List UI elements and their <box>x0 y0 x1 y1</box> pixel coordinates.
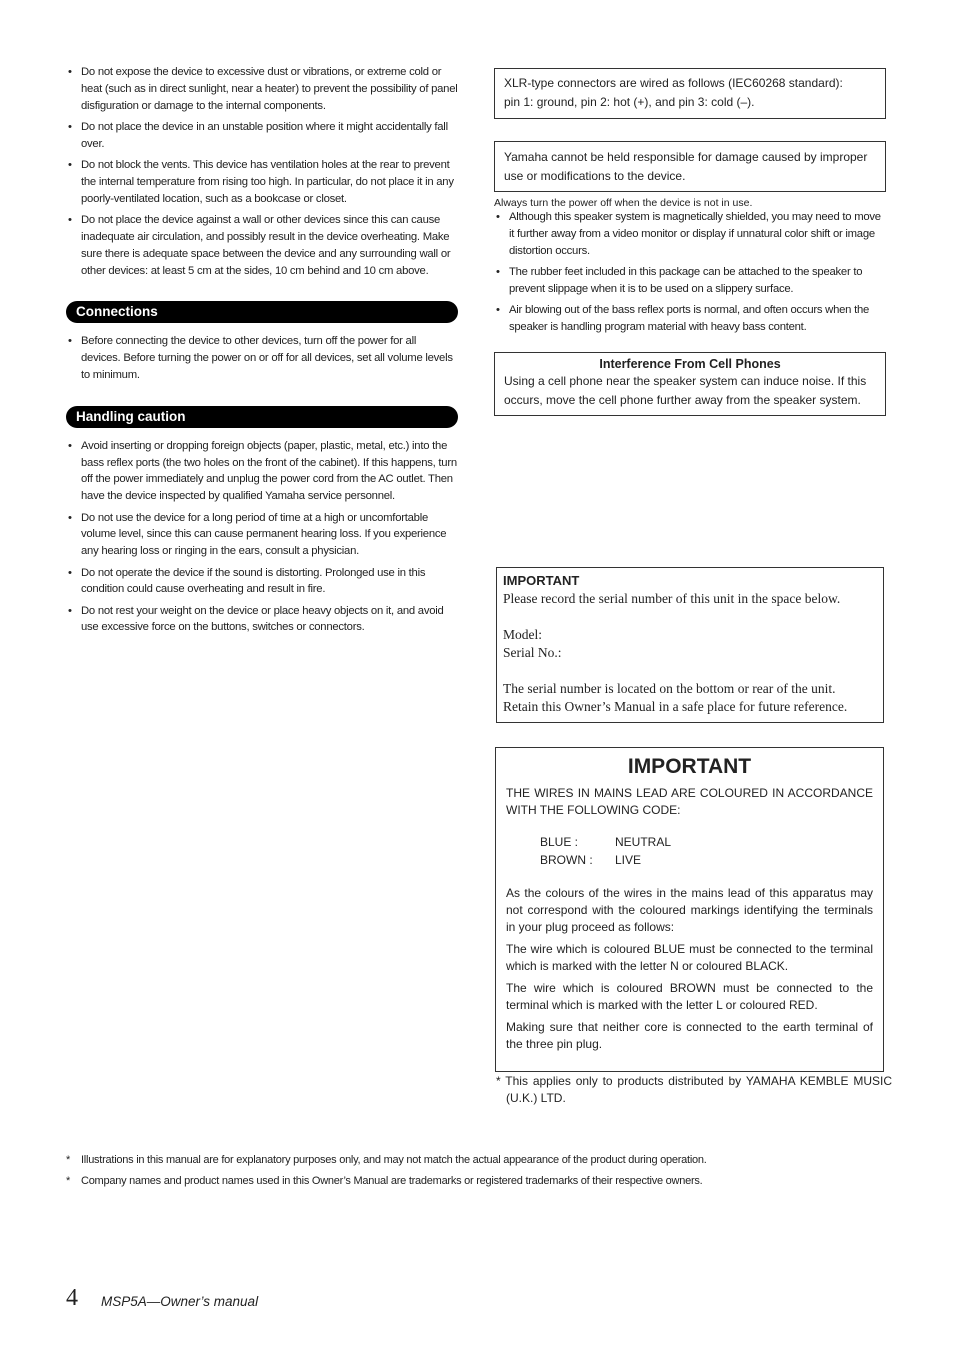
cell-phone-box <box>494 352 886 416</box>
xlr-line-1: XLR-type connectors are wired as follows (IEC60268 standard): <box>504 76 843 90</box>
connections-heading: Connections <box>66 301 458 323</box>
list-item: • Do not expose the device to excessive dust or vibrations, or extreme cold or heat (such as in direct sunlight, near a heater) to prevent the possibility of panel disfiguration or damage to the internal components. <box>68 66 458 112</box>
colour-code-list <box>540 834 873 871</box>
serial-number-box <box>496 567 884 723</box>
handling-bullet-list <box>66 438 458 637</box>
code-row-brown: BROWN : LIVE <box>540 853 642 868</box>
serial-box-heading: IMPORTANT <box>503 573 580 588</box>
bullet-icon: • <box>68 66 72 78</box>
speaker-notes-list <box>494 209 886 336</box>
uk-footnote: * This applies only to products distributed by YAMAHA KEMBLE MUSIC (U.K.) LTD. <box>496 1074 892 1106</box>
bullet-icon: • <box>68 159 72 172</box>
wires-paragraph-4: Making sure that neither core is connected to the earth terminal of the three pin plug. <box>506 1019 873 1051</box>
list-item: • Do not block the vents. This device has ventilation holes at the rear to prevent the internal temperature from rising too high. In particular, do not place it in any poorly-ventilated location, such as a bookcase or closet. <box>68 159 454 205</box>
handling-caution-heading: Handling caution <box>66 406 458 428</box>
list-item: • Before connecting the device to other devices, turn off the power for all devices. Before turning the power on or off for all devices, set all volume levels to minimum. <box>68 335 453 381</box>
xlr-line-2: pin 1: ground, pin 2: hot (+), and pin 3: cold (–). <box>504 94 755 109</box>
bullet-icon: • <box>496 211 500 223</box>
footnote-illustrations: * Illustrations in this manual are for explanatory purposes only, and may not match the actual appearance of the product during operation. <box>66 1154 707 1166</box>
list-item: • Do not use the device for a long period of time at a high or uncomfortable volume level, since this can cause permanent hearing loss. If you experience any hearing loss or ringing in the ears, consult a physician. <box>68 511 447 558</box>
serial-box-line-1: Please record the serial number of this unit in the space below. <box>503 591 841 606</box>
disclaimer-box <box>494 141 886 192</box>
page-footer-title: MSP5A—Owner’s manual <box>101 1294 259 1309</box>
serial-box-line-2: The serial number is located on the bottom or rear of the unit. <box>503 681 836 696</box>
list-item: • The rubber feet included in this package can be attached to the speaker to prevent slippage when it is to be used on a slippery surface. <box>496 265 863 295</box>
page-number: 4 <box>66 1285 78 1311</box>
bullet-icon: • <box>68 604 72 617</box>
code-row-blue: BLUE : NEUTRAL <box>540 834 672 849</box>
bullet-icon: • <box>68 511 72 524</box>
list-item: • Do not place the device in an unstable position where it might accidentally fall over. <box>68 120 448 150</box>
wires-paragraph-1: As the colours of the wires in the mains lead of this apparatus may not correspond with the coloured markings identifying the terminals in your plug proceed as follows: <box>506 885 873 935</box>
list-item: • Avoid inserting or dropping foreign objects (paper, plastic, metal, etc.) into the bass reflex ports (the two holes on the front of the cabinet). If this happens, turn off the power immediately and unplug the power cord from the AC outlet. Then have the device inspected by qualified Yamaha service personnel. <box>68 439 457 503</box>
right-column <box>494 68 886 416</box>
list-item: • Air blowing out of the bass reflex ports is normal, and often occurs when the speaker is handling program material with heavy bass content. <box>496 304 870 333</box>
wires-box-heading: IMPORTANT <box>627 755 752 778</box>
list-item: • Do not rest your weight on the device or place heavy objects on it, and avoid use excessive force on the buttons, switches or connectors. <box>68 604 444 634</box>
bullet-icon: • <box>68 120 72 133</box>
wires-intro: THE WIRES IN MAINS LEAD ARE COLOURED IN ACCORDANCE WITH THE FOLLOWING CODE: <box>506 786 873 818</box>
bullet-icon: • <box>68 214 72 227</box>
disclaimer-text: Yamaha cannot be held responsible for damage caused by improper use or modifications to the device. <box>504 150 868 183</box>
power-off-note: Always turn the power off when the device is not in use. <box>494 197 753 209</box>
intro-bullet-list <box>66 64 458 279</box>
connections-bullet-list <box>66 333 458 383</box>
serial-box-line-3: Retain this Owner’s Manual in a safe place for future reference. <box>503 699 848 714</box>
bullet-icon: • <box>68 566 72 579</box>
cell-phone-heading: Interference From Cell Phones <box>599 356 781 371</box>
footnote-trademarks: * Company names and product names used in this Owner’s Manual are trademarks or registered trademarks of their respective owners. <box>66 1175 703 1187</box>
list-item: • Do not place the device against a wall or other devices since this can cause inadequate air circulation, and possibly result in the device overheating. Make sure there is adequate space between the device and any surrounding wall or other devices: at least 5 cm at the sides, 10 cm behind and 10 cm above. <box>68 214 451 277</box>
list-item: • Although this speaker system is magnetically shielded, you may need to move it further away from a video monitor or display if unnatural color shift or image distortion occurs. <box>496 211 881 257</box>
mains-wires-box <box>495 747 884 1072</box>
wires-paragraph-3: The wire which is coloured BROWN must be connected to the terminal which is marked with the letter L or coloured RED. <box>506 980 873 1012</box>
list-item: • Do not operate the device if the sound is distorting. Prolonged use in this condition could cause overheating and result in fire. <box>68 566 426 596</box>
cell-phone-text: Using a cell phone near the speaker system can induce noise. If this occurs, move the cell phone further away from the speaker system. <box>504 373 867 408</box>
bullet-icon: • <box>496 265 500 278</box>
xlr-wiring-box <box>494 68 886 119</box>
model-label: Model: <box>503 627 542 642</box>
bullet-icon: • <box>68 335 72 348</box>
bullet-icon: • <box>68 439 72 452</box>
wires-paragraph-2: The wire which is coloured BLUE must be connected to the terminal which is marked with the letter N or coloured BLACK. <box>506 941 873 973</box>
bullet-icon: • <box>496 304 500 317</box>
serial-label: Serial No.: <box>503 645 562 660</box>
left-column <box>66 64 458 641</box>
